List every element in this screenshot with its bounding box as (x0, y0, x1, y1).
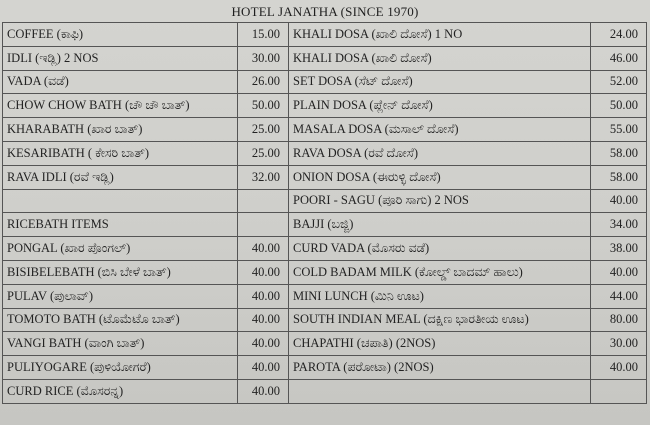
item-price-left (238, 189, 289, 213)
item-name-left: PULIYOGARE (ಪುಳಿಯೋಗರೆ) (3, 356, 238, 380)
menu-row (3, 284, 647, 308)
item-price-right: 80.00 (591, 308, 647, 332)
item-price-right: 40.00 (591, 189, 647, 213)
item-name-left: PONGAL (ಖಾರ ಪೊಂಗಲ್) (3, 237, 238, 261)
item-price-left: 40.00 (238, 379, 289, 403)
item-price-right: 40.00 (591, 260, 647, 284)
item-price-left (238, 213, 289, 237)
item-name-right: PLAIN DOSA (ಪ್ಲೇನ್ ದೋಸೆ) (289, 94, 591, 118)
menu-row (3, 70, 647, 94)
item-name-right: ONION DOSA (ಈರುಳ್ಳಿ ದೋಸೆ) (289, 165, 591, 189)
item-name-right: KHALI DOSA (ಖಾಲಿ ದೋಸೆ) (289, 46, 591, 70)
item-price-right: 44.00 (591, 284, 647, 308)
menu-row (3, 94, 647, 118)
menu-row (3, 213, 647, 237)
item-price-right (591, 379, 647, 403)
item-name-right: CHAPATHI (ಚಪಾತಿ) (2NOS) (289, 332, 591, 356)
item-name-left: RICEBATH ITEMS (3, 213, 238, 237)
menu-row (3, 356, 647, 380)
item-price-right: 46.00 (591, 46, 647, 70)
menu-table-body (3, 23, 647, 404)
item-name-right: MASALA DOSA (ಮಸಾಲ್ ದೋಸೆ) (289, 118, 591, 142)
item-name-right: SOUTH INDIAN MEAL (ದಕ್ಷಿಣ ಭಾರತೀಯ ಊಟ) (289, 308, 591, 332)
item-price-left: 32.00 (238, 165, 289, 189)
item-price-left: 40.00 (238, 260, 289, 284)
item-price-left: 40.00 (238, 356, 289, 380)
item-price-left: 26.00 (238, 70, 289, 94)
menu-row (3, 165, 647, 189)
menu-row (3, 260, 647, 284)
item-name-left: TOMOTO BATH (ಟೊಮೆಟೊ ಬಾತ್) (3, 308, 238, 332)
item-price-left: 40.00 (238, 332, 289, 356)
menu-row (3, 141, 647, 165)
item-name-right: KHALI DOSA (ಖಾಲಿ ದೋಸೆ) 1 NO (289, 23, 591, 47)
item-price-right: 38.00 (591, 237, 647, 261)
item-name-right: PAROTA (ಪರೋಟಾ) (2NOS) (289, 356, 591, 380)
item-name-left: VADA (ವಡೆ) (3, 70, 238, 94)
item-price-right: 40.00 (591, 356, 647, 380)
item-price-right: 55.00 (591, 118, 647, 142)
menu-row (3, 237, 647, 261)
menu-row (3, 118, 647, 142)
menu-row (3, 308, 647, 332)
item-price-right: 52.00 (591, 70, 647, 94)
item-price-left: 25.00 (238, 118, 289, 142)
item-price-left: 30.00 (238, 46, 289, 70)
item-price-left: 40.00 (238, 237, 289, 261)
item-name-right (289, 379, 591, 403)
item-price-right: 34.00 (591, 213, 647, 237)
item-name-right: POORI - SAGU (ಪೂರಿ ಸಾಗು) 2 NOS (289, 189, 591, 213)
item-price-right: 30.00 (591, 332, 647, 356)
item-price-left: 40.00 (238, 308, 289, 332)
item-name-left: CURD RICE (ಮೊಸರನ್ನ) (3, 379, 238, 403)
item-price-left: 25.00 (238, 141, 289, 165)
item-price-right: 50.00 (591, 94, 647, 118)
item-name-left: VANGI BATH (ವಾಂಗಿ ಬಾತ್) (3, 332, 238, 356)
menu-row (3, 46, 647, 70)
menu-table (2, 22, 647, 404)
item-price-right: 24.00 (591, 23, 647, 47)
item-name-right: BAJJI (ಬಜ್ಜಿ) (289, 213, 591, 237)
item-price-right: 58.00 (591, 165, 647, 189)
item-name-left: KHARABATH (ಖಾರ ಬಾತ್) (3, 118, 238, 142)
item-price-left: 50.00 (238, 94, 289, 118)
item-name-left: RAVA IDLI (ರವೆ ಇಡ್ಲಿ) (3, 165, 238, 189)
menu-row (3, 189, 647, 213)
item-name-left: PULAV (ಪುಲಾವ್) (3, 284, 238, 308)
item-name-right: RAVA DOSA (ರವೆ ದೋಸೆ) (289, 141, 591, 165)
menu-row (3, 23, 647, 47)
item-name-left: KESARIBATH ( ಕೇಸರಿ ಬಾತ್) (3, 141, 238, 165)
menu-title: HOTEL JANATHA (SINCE 1970) (231, 4, 419, 19)
item-name-left: CHOW CHOW BATH (ಚೌ ಚೌ ಬಾತ್) (3, 94, 238, 118)
item-price-left: 15.00 (238, 23, 289, 47)
menu-row (3, 332, 647, 356)
item-price-left: 40.00 (238, 284, 289, 308)
item-name-right: CURD VADA (ಮೊಸರು ವಡೆ) (289, 237, 591, 261)
item-name-right: SET DOSA (ಸೆಟ್ ದೋಸೆ) (289, 70, 591, 94)
item-name-left: BISIBELEBATH (ಬಿಸಿ ಬೇಳೆ ಬಾತ್) (3, 260, 238, 284)
menu-row (3, 379, 647, 403)
item-name-right: MINI LUNCH (ಮಿನಿ ಊಟ) (289, 284, 591, 308)
item-name-left (3, 189, 238, 213)
item-price-right: 58.00 (591, 141, 647, 165)
item-name-left: IDLI (ಇಡ್ಲಿ) 2 NOS (3, 46, 238, 70)
item-name-right: COLD BADAM MILK (ಕೋಲ್ಡ್ ಬಾದಮ್ ಹಾಲು) (289, 260, 591, 284)
item-name-left: COFFEE (ಕಾಫಿ) (3, 23, 238, 47)
